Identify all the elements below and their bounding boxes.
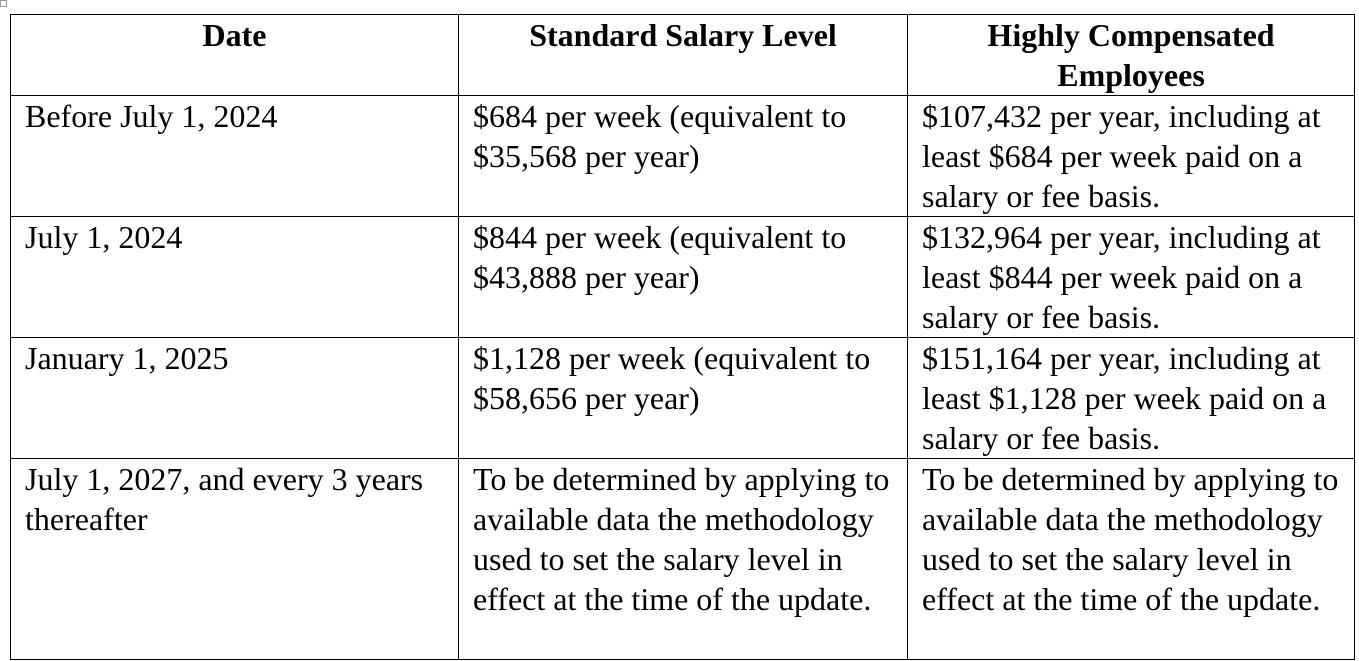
- highly-compensated-cell: $107,432 per year, including at least $684 per week paid on a salary or fee basis.: [908, 96, 1355, 217]
- date-cell: January 1, 2025: [11, 338, 459, 459]
- standard-salary-cell: To be determined by applying to available data the methodology used to set the salary level in effect at the time of the update.: [459, 459, 908, 660]
- highly-compensated-cell: $132,964 per year, including at least $844 per week paid on a salary or fee basis.: [908, 217, 1355, 338]
- table-move-handle[interactable]: [0, 0, 7, 7]
- date-cell: July 1, 2024: [11, 217, 459, 338]
- salary-threshold-table: [10, 14, 1355, 660]
- highly-compensated-cell: To be determined by applying to available data the methodology used to set the salary level in effect at the time of the update.: [908, 459, 1355, 660]
- header-standard-salary-level: Standard Salary Level: [459, 15, 908, 96]
- standard-salary-cell: $844 per week (equivalent to $43,888 per year): [459, 217, 908, 338]
- table-row: [11, 459, 1355, 660]
- header-date: Date: [11, 15, 459, 96]
- standard-salary-cell: $1,128 per week (equivalent to $58,656 per year): [459, 338, 908, 459]
- date-cell: Before July 1, 2024: [11, 96, 459, 217]
- standard-salary-cell: $684 per week (equivalent to $35,568 per year): [459, 96, 908, 217]
- date-cell: July 1, 2027, and every 3 years thereafter: [11, 459, 459, 660]
- header-highly-compensated-employees: Highly Compensated Employees: [908, 15, 1355, 96]
- table-row: [11, 217, 1355, 338]
- table-row: [11, 96, 1355, 217]
- table-row: [11, 338, 1355, 459]
- highly-compensated-cell: $151,164 per year, including at least $1,128 per week paid on a salary or fee basis.: [908, 338, 1355, 459]
- header-row: [11, 15, 1355, 96]
